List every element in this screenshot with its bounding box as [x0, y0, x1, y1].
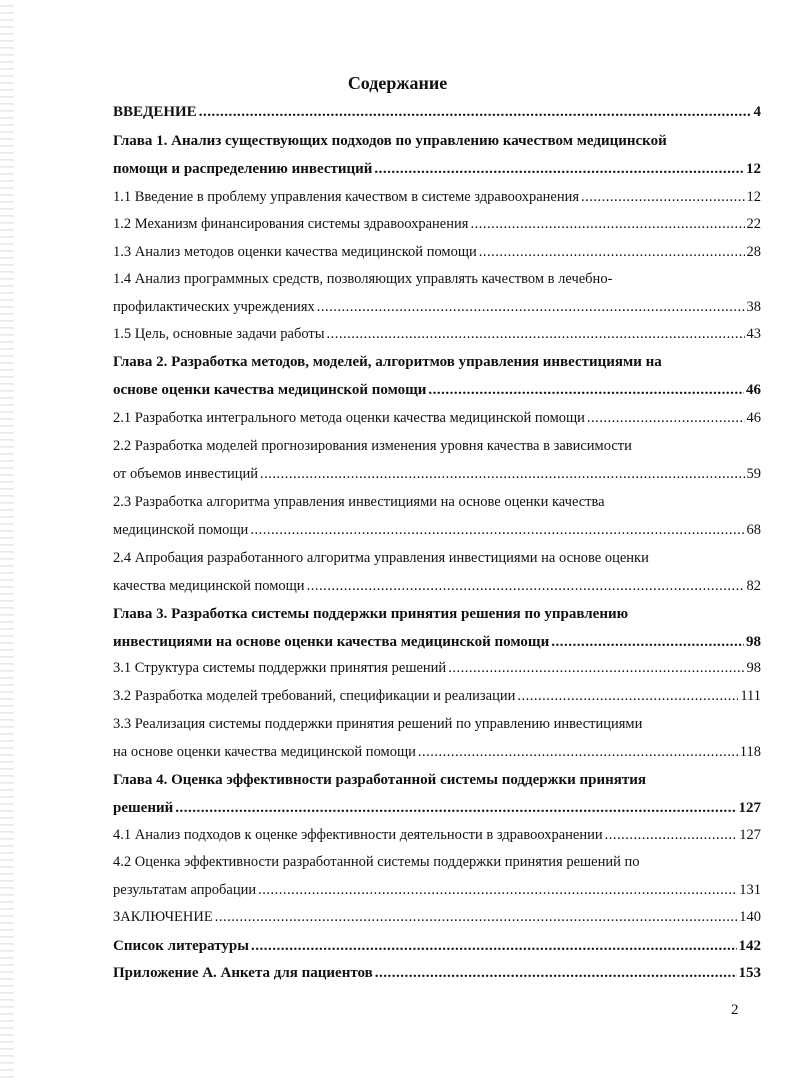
- dot-leader: [551, 632, 744, 652]
- toc-entry-2-4: [113, 548, 761, 596]
- toc-entry-title: 1.3 Анализ методов оценки качества медицинской помощи: [113, 244, 477, 260]
- toc-entry-page: 131: [739, 882, 761, 898]
- dot-leader: [175, 798, 736, 818]
- toc-entry-title: Приложение А. Анкета для пациентов: [113, 965, 373, 981]
- dot-leader: [479, 242, 745, 262]
- dot-leader: [418, 742, 738, 762]
- toc-entry-page: 82: [746, 578, 761, 594]
- toc-entry-3-2: [113, 686, 761, 706]
- toc-entry-page: 111: [740, 688, 761, 704]
- toc-entry-title: 4.2 Оценка эффективности разработанной системы поддержки принятия решений по: [113, 854, 640, 870]
- toc-entry-title-cont: результатам апробации: [113, 882, 257, 898]
- toc-entry-title: 3.3 Реализация системы поддержки принятия решений по управлению инвестициями: [113, 716, 643, 732]
- dot-leader: [327, 324, 745, 344]
- toc-entry-title: 1.1 Введение в проблему управления качеством в системе здравоохранения: [113, 189, 580, 205]
- toc-entry-title: 1.4 Анализ программных средств, позволяющих управлять качеством в лечебно-: [113, 271, 613, 287]
- toc-entry-chapter-4: [113, 770, 761, 818]
- toc-entry-chapter-3: [113, 604, 761, 652]
- toc-entry-4-2: [113, 852, 761, 900]
- dot-leader: [581, 187, 744, 207]
- toc-entry-page: 127: [738, 800, 761, 816]
- toc-entry-title: 3.1 Структура системы поддержки принятия решений: [113, 660, 447, 676]
- toc-entry-page: 118: [739, 744, 761, 760]
- toc-entry-page: 46: [746, 410, 761, 426]
- toc-entry-introduction: [113, 102, 761, 122]
- dot-leader: [428, 380, 744, 400]
- toc-entry-title: 3.2 Разработка моделей требований, спецификации и реализации: [113, 688, 516, 704]
- toc-entry-chapter-1: [113, 131, 761, 179]
- toc-entry-page: 12: [746, 161, 761, 177]
- toc-entry-title-cont: профилактических учреждениях: [113, 299, 315, 315]
- toc-entry-page: 98: [746, 634, 761, 650]
- toc-entry-title: 2.1 Разработка интегрального метода оценки качества медицинской помощи: [113, 410, 585, 426]
- toc-entry-title-cont: от объемов инвестиций: [113, 466, 259, 482]
- dot-leader: [250, 520, 744, 540]
- toc-entry-page: 153: [738, 965, 761, 981]
- scan-edge: [0, 0, 14, 1081]
- toc-entry-title: 2.2 Разработка моделей прогнозирования изменения уровня качества в зависимости: [113, 438, 632, 454]
- dot-leader: [375, 963, 737, 983]
- dot-leader: [260, 464, 744, 484]
- toc-entry-title: ЗАКЛЮЧЕНИЕ: [113, 909, 213, 925]
- dot-leader: [307, 576, 745, 596]
- dot-leader: [605, 825, 738, 845]
- toc-entry-title-cont: основе оценки качества медицинской помощи: [113, 382, 427, 398]
- toc-entry-title: Список литературы: [113, 938, 249, 954]
- toc-entry-title-cont: медицинской помощи: [113, 522, 249, 538]
- toc-entry-page: 12: [746, 189, 761, 205]
- dot-leader: [258, 880, 737, 900]
- toc-entry-title: Глава 4. Оценка эффективности разработанной системы поддержки принятия: [113, 772, 647, 788]
- toc-entry-title: Глава 3. Разработка системы поддержки принятия решения по управлению: [113, 606, 629, 622]
- toc-entry-title: 2.3 Разработка алгоритма управления инвестициями на основе оценки качества: [113, 494, 605, 510]
- toc-entry-1-2: [113, 214, 761, 234]
- dot-leader: [517, 686, 738, 706]
- toc-entry-title: 1.2 Механизм финансирования системы здравоохранения: [113, 216, 469, 232]
- toc-entry-chapter-2: [113, 352, 761, 400]
- toc-entry-title: Глава 2. Разработка методов, моделей, алгоритмов управления инвестициями на: [113, 354, 662, 370]
- dot-leader: [470, 214, 744, 234]
- toc-entry-2-1: [113, 408, 761, 428]
- toc-entry-title-cont: решений: [113, 800, 174, 816]
- toc-entry-3-1: [113, 658, 761, 678]
- toc-entry-page: 38: [746, 299, 761, 315]
- dot-leader: [251, 936, 737, 956]
- toc-entry-page: 142: [738, 938, 761, 954]
- toc-entry-4-1: [113, 825, 761, 845]
- dot-leader: [587, 408, 745, 428]
- toc-entry-3-3: [113, 714, 761, 762]
- toc-entry-2-3: [113, 492, 761, 540]
- toc-entry-page: 43: [746, 326, 761, 342]
- toc-entry-references: [113, 936, 761, 956]
- toc-entry-page: 140: [739, 909, 761, 925]
- toc-entry-title-cont: помощи и распределению инвестиций: [113, 161, 373, 177]
- toc-entry-title-cont: на основе оценки качества медицинской помощи: [113, 744, 416, 760]
- toc-entry-page: 28: [746, 244, 761, 260]
- dot-leader: [374, 159, 744, 179]
- toc-entry-title: Глава 1. Анализ существующих подходов по управлению качеством медицинской: [113, 133, 667, 149]
- toc-entry-1-3: [113, 242, 761, 262]
- toc-entry-1-1: [113, 187, 761, 207]
- dot-leader: [199, 102, 752, 122]
- toc-entry-page: 127: [739, 827, 761, 843]
- toc-entry-page: 59: [746, 466, 761, 482]
- toc-entry-page: 22: [746, 216, 761, 232]
- toc-entry-title: 1.5 Цель, основные задачи работы: [113, 326, 325, 342]
- toc-entry-title: 2.4 Апробация разработанного алгоритма управления инвестициями на основе оценки: [113, 550, 649, 566]
- toc-entry-page: 68: [746, 522, 761, 538]
- dot-leader: [448, 658, 744, 678]
- toc-entry-page: 4: [753, 104, 761, 120]
- toc-entry-page: 98: [746, 660, 761, 676]
- toc-entry-title: ВВЕДЕНИЕ: [113, 104, 197, 120]
- toc-entry-appendix-a: [113, 963, 761, 983]
- toc-entry-conclusion: [113, 907, 761, 927]
- toc-entry-1-4: [113, 269, 761, 317]
- dot-leader: [317, 297, 745, 317]
- toc-entry-1-5: [113, 324, 761, 344]
- toc-entry-title: 4.1 Анализ подходов к оценке эффективности деятельности в здравоохранении: [113, 827, 603, 843]
- page-title: Содержание: [347, 73, 448, 93]
- page-number: 2: [731, 1002, 739, 1018]
- toc-entry-page: 46: [746, 382, 761, 398]
- toc-entry-2-2: [113, 436, 761, 484]
- toc-entry-title-cont: качества медицинской помощи: [113, 578, 305, 594]
- toc-entry-title-cont: инвестициями на основе оценки качества медицинской помощи: [113, 634, 550, 650]
- dot-leader: [215, 907, 738, 927]
